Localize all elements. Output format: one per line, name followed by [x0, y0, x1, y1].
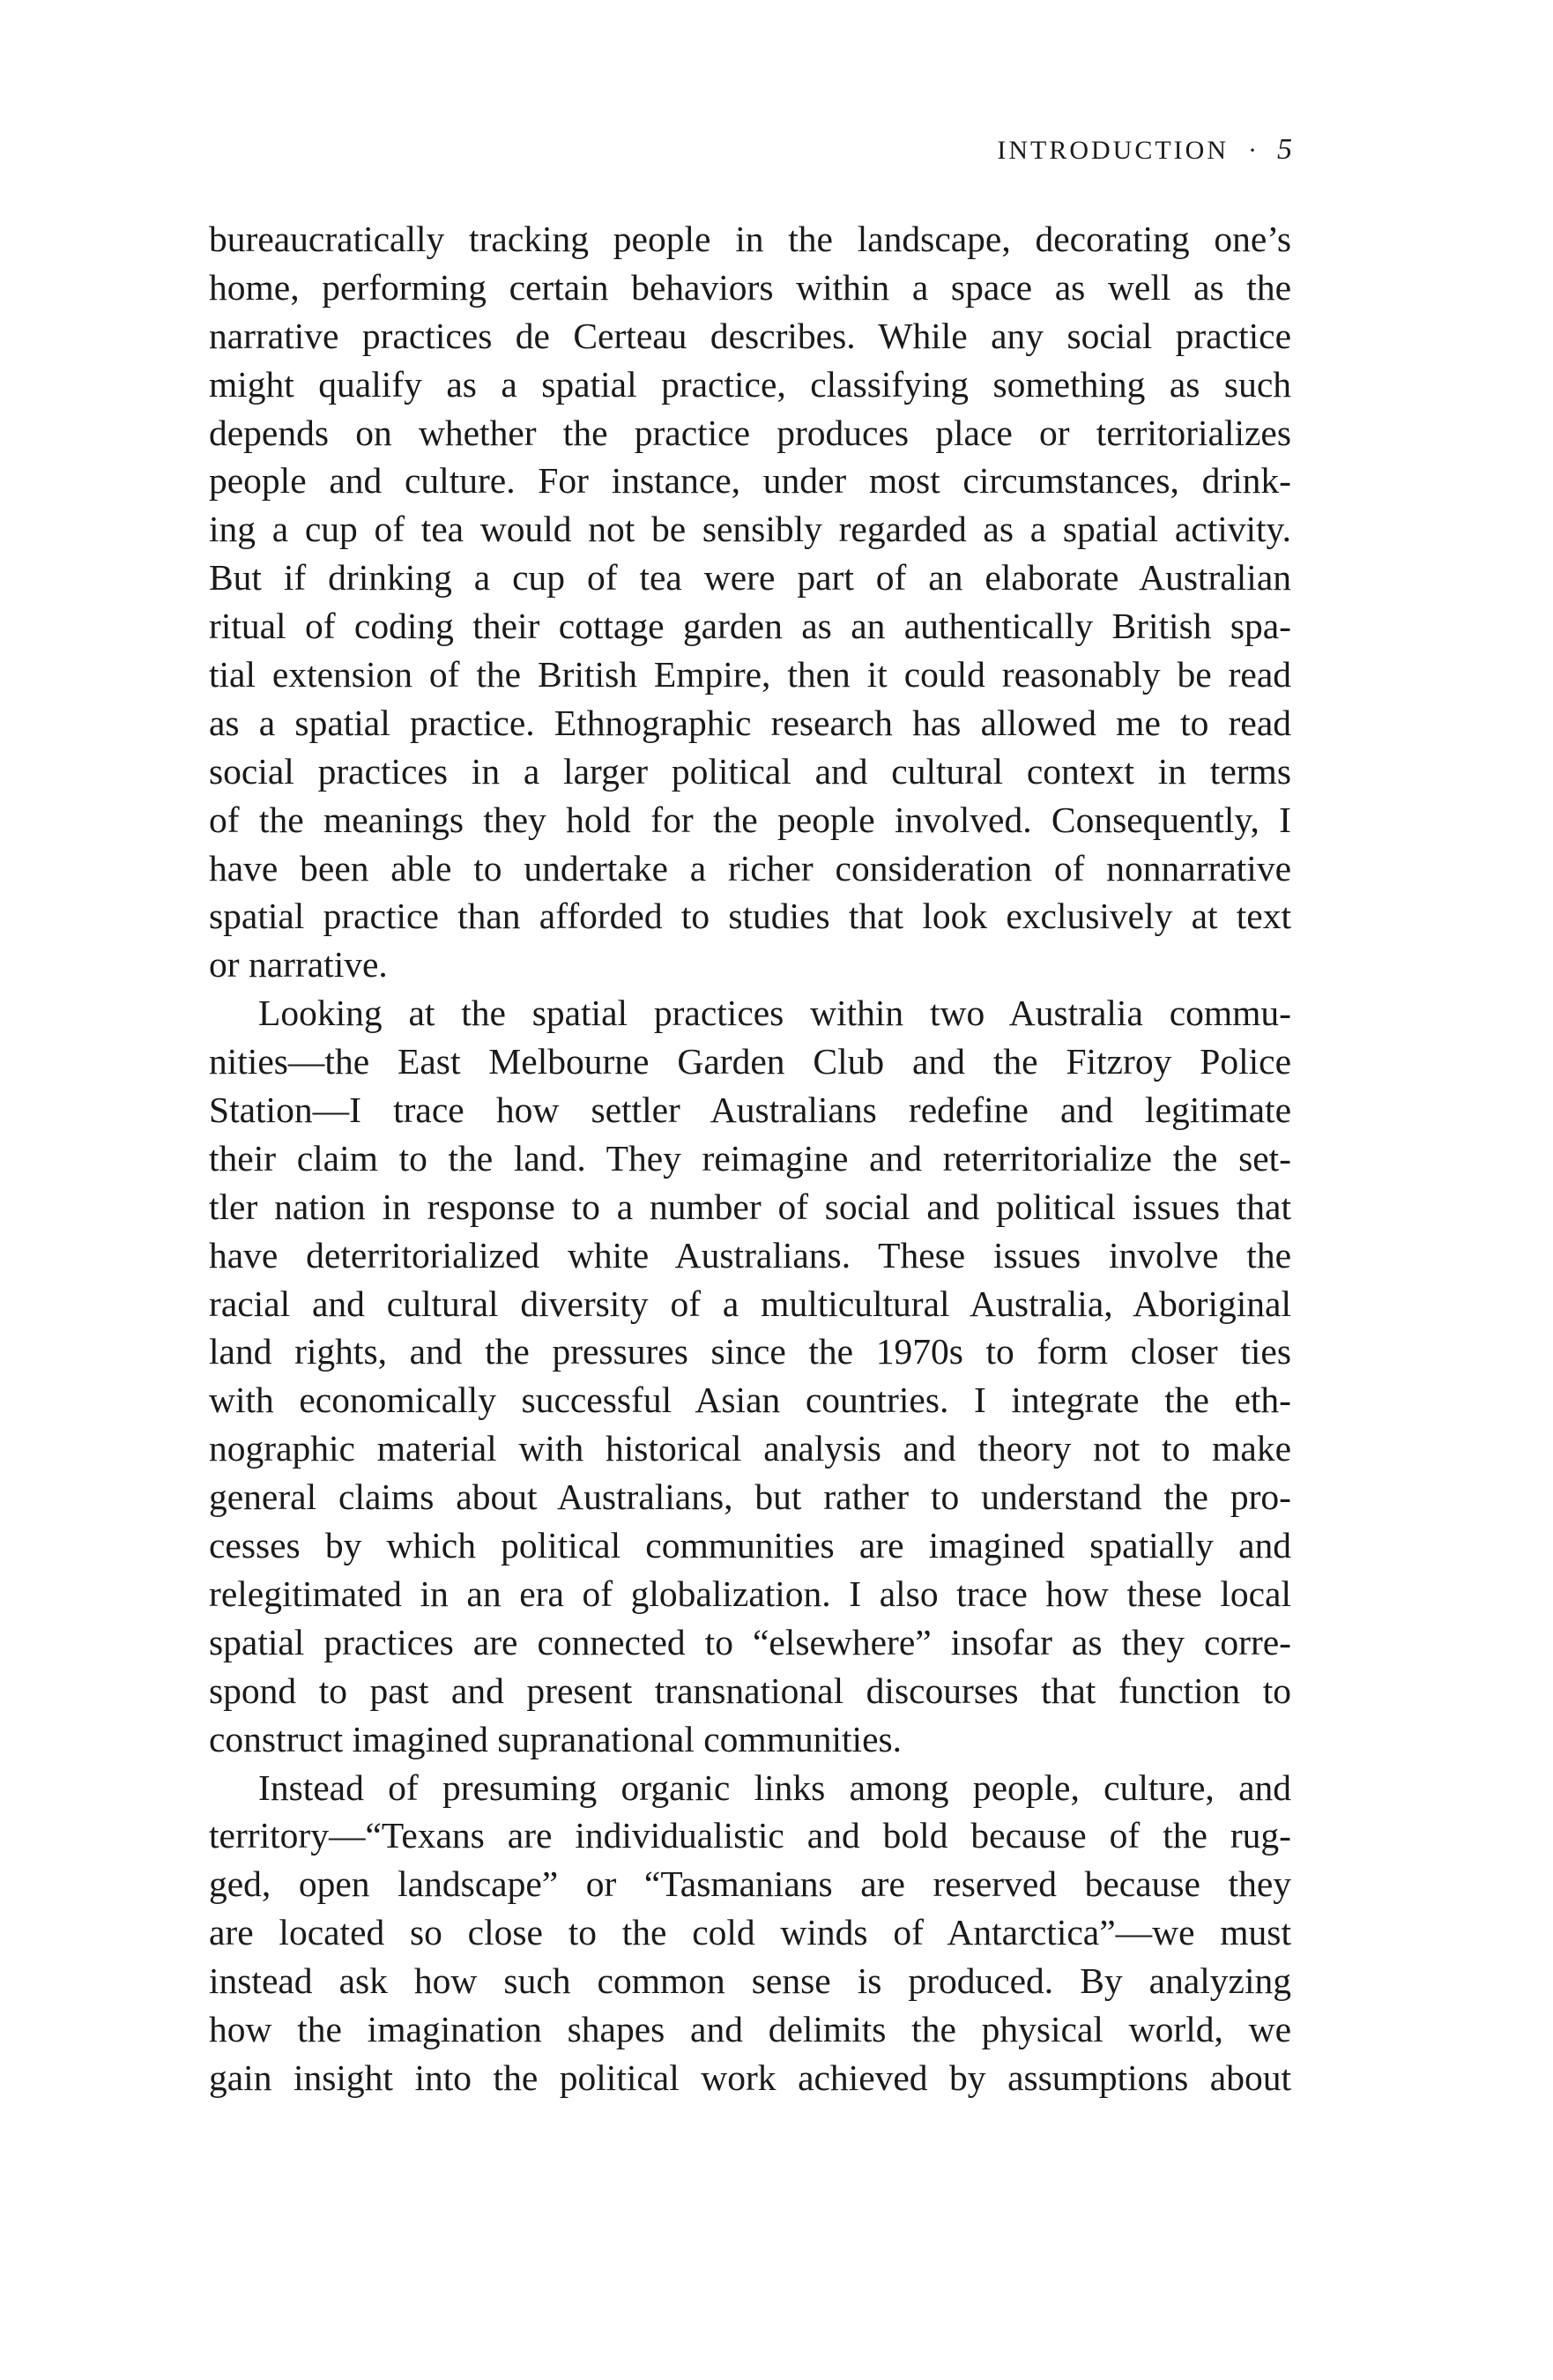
- text-line: home, performing certain behaviors within a space as well as the: [209, 266, 1291, 308]
- text-line: But if drinking a cup of tea were part of an elaborate Australian: [209, 557, 1291, 599]
- text-line: territory—“Texans are individualistic and bold because of the rug-: [209, 1815, 1291, 1856]
- text-line: cesses by which political communities are imagined spatially and: [209, 1525, 1291, 1566]
- text-line: tial extension of the British Empire, then it could reasonably be read: [209, 654, 1291, 695]
- text-line: or narrative.: [209, 944, 388, 985]
- text-line: construct imagined supranational communities.: [209, 1718, 903, 1759]
- text-line: ing a cup of tea would not be sensibly regarded as a spatial activity.: [209, 509, 1291, 550]
- text-line: ged, open landscape” or “Tasmanians are reserved because they: [209, 1863, 1291, 1905]
- text-line: have deterritorialized white Australians. These issues involve the: [209, 1234, 1291, 1276]
- text-line: depends on whether the practice produces place or territorializes: [209, 412, 1291, 453]
- text-line: Looking at the spatial practices within two Australia commu-: [258, 993, 1291, 1034]
- text-line: gain insight into the political work achieved by assumptions about: [209, 2056, 1291, 2098]
- text-line: Instead of presuming organic links among people, culture, and: [258, 1766, 1291, 1808]
- text-line: Station—I trace how settler Australians redefine and legitimate: [209, 1090, 1291, 1131]
- running-head: [997, 132, 1292, 168]
- text-line: social practices in a larger political and cultural context in terms: [209, 750, 1291, 792]
- text-line: of the meanings they hold for the people involved. Consequently, I: [209, 799, 1291, 840]
- text-line: bureaucratically tracking people in the landscape, decorating one’s: [209, 219, 1291, 259]
- text-line: racial and cultural diversity of a multicultural Australia, Aboriginal: [209, 1283, 1291, 1324]
- text-line: ritual of coding their cottage garden as an authentically British spa-: [209, 606, 1291, 647]
- text-line: land rights, and the pressures since the 1970s to form closer ties: [209, 1331, 1291, 1372]
- text-line: general claims about Australians, but rather to understand the pro-: [209, 1476, 1291, 1518]
- text-line: might qualify as a spatial practice, classifying something as such: [209, 363, 1291, 405]
- page-number: 5: [1277, 133, 1292, 166]
- text-line: instead ask how such common sense is produced. By analyzing: [209, 1960, 1291, 2002]
- text-line: are located so close to the cold winds of Antarctica”—we must: [209, 1912, 1291, 1953]
- text-line: spatial practice than afforded to studies that look exclusively at text: [209, 896, 1291, 937]
- text-line: tler nation in response to a number of social and political issues that: [209, 1186, 1291, 1227]
- running-head-section: INTRODUCTION: [997, 136, 1229, 165]
- text-line: spond to past and present transnational discourses that function to: [209, 1670, 1291, 1711]
- body-text: [209, 215, 1291, 2102]
- text-line: nographic material with historical analysis and theory not to make: [209, 1428, 1291, 1469]
- running-head-separator: ·: [1248, 136, 1259, 165]
- text-line: as a spatial practice. Ethnographic research has allowed me to read: [209, 702, 1291, 743]
- text-line: their claim to the land. They reimagine and reterritorialize the set-: [209, 1137, 1291, 1179]
- text-line: nities—the East Melbourne Garden Club and the Fitzroy Police: [209, 1041, 1291, 1082]
- text-line: spatial practices are connected to “elsewhere” insofar as they corre-: [209, 1621, 1291, 1662]
- text-line: narrative practices de Certeau describes. While any social practice: [209, 315, 1291, 356]
- text-line: how the imagination shapes and delimits the physical world, we: [209, 2008, 1291, 2049]
- text-line: with economically successful Asian countries. I integrate the eth-: [209, 1380, 1291, 1421]
- text-line: have been able to undertake a richer consideration of nonnarrative: [209, 847, 1291, 889]
- text-line: relegitimated in an era of globalization. I also trace how these local: [209, 1573, 1291, 1614]
- text-line: people and culture. For instance, under most circumstances, drink-: [209, 460, 1291, 502]
